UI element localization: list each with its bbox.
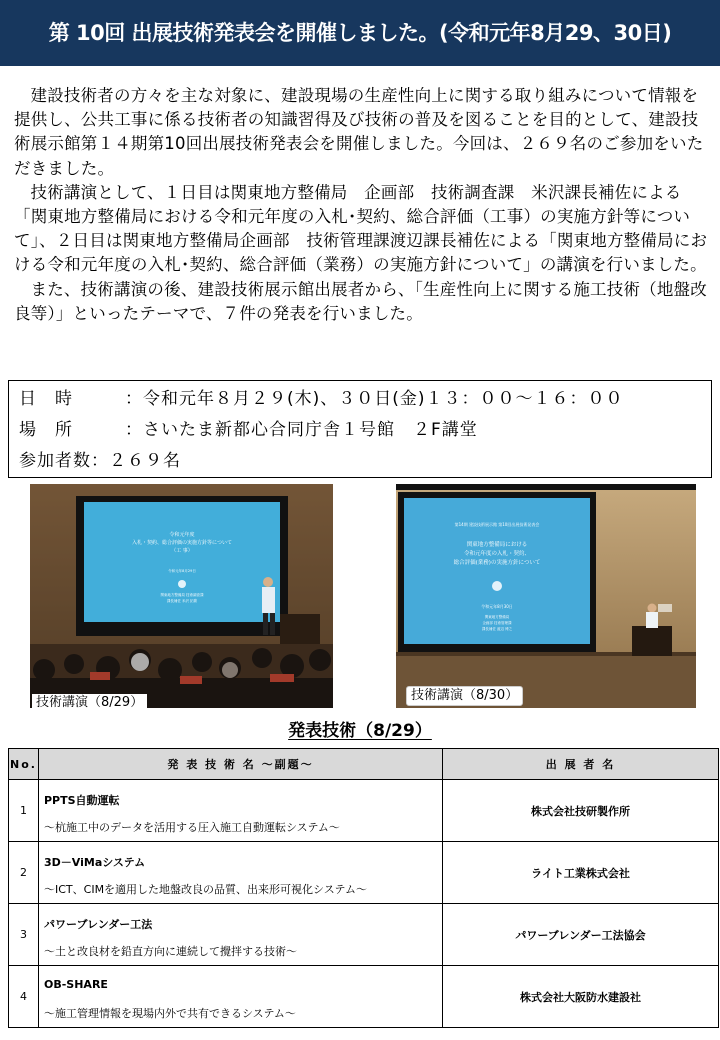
table-row xyxy=(9,842,719,904)
row-no: 2 xyxy=(9,842,39,904)
row-exhibitor: 株式会社技研製作所 xyxy=(443,780,719,842)
lecture-photo-0830-image xyxy=(396,484,696,708)
info-place-label: 場 所 xyxy=(19,420,73,440)
header-tech-name: 発 表 技 術 名 ～副題～ xyxy=(39,749,443,780)
row-tech xyxy=(39,780,443,842)
slide2-line-4: 令和元年8月30日 xyxy=(481,604,513,609)
lectern xyxy=(632,626,672,656)
row-no: 4 xyxy=(9,966,39,1028)
header-no: No. xyxy=(9,749,39,780)
event-info-box xyxy=(8,380,712,478)
slide2-line-5: 関東地方整備局 xyxy=(484,615,510,619)
technology-table xyxy=(8,748,719,1028)
info-place-value: ：さいたま新都心合同庁舎１号館 ２F講堂 xyxy=(125,420,478,440)
lecture-photo-0829 xyxy=(30,484,333,708)
lecture-photo-0830 xyxy=(396,484,696,708)
row-tech-title: パワーブレンダー工法 xyxy=(44,918,153,931)
info-date-value: ：令和元年８月２９(木)、３０日(金)１３：００～１６：００ xyxy=(125,389,624,409)
info-attendees-label: 参加者数 xyxy=(19,451,91,471)
intro-paragraph-2: 技術講演として、１日目は関東地方整備局 企画部 技術調査課 米沢課長補佐による「関東地方整備局における令和元年度の入札･契約、総合評価（工事）の実施方針等について」、２日目は関東地方整備局企画部 技術管理課渡辺課長補佐による「関東地方整備局における令和元年度の入札･契約、総合評価（業務）の実施方針について」の講演を行いました。 xyxy=(14,182,708,275)
table-header-row xyxy=(9,749,719,780)
row-tech xyxy=(39,966,443,1028)
intro-text xyxy=(14,84,710,326)
info-attendees-value: ：２６９名 xyxy=(91,451,181,471)
slide2-line-6: 企画部 技術管理課 xyxy=(482,621,512,625)
row-exhibitor: ライト工業株式会社 xyxy=(443,842,719,904)
slide2-line-2: 令和元年度の入札・契約、 xyxy=(463,551,531,557)
lecture-photo-0829-image xyxy=(30,484,333,708)
section-title xyxy=(0,720,720,742)
row-tech xyxy=(39,842,443,904)
table-row xyxy=(9,780,719,842)
row-tech-title: OB-SHARE xyxy=(44,978,108,991)
section-title-text: 発表技術（8/29） xyxy=(288,721,432,741)
info-date-label: 日 時 xyxy=(19,389,73,409)
slide2-line-7: 課長補佐 渡辺 博之 xyxy=(481,627,513,631)
slide1-line-1: 入札・契約、総合評価の実施方針等について xyxy=(132,540,232,546)
row-exhibitor: パワーブレンダー工法協会 xyxy=(443,904,719,966)
photo-caption-0830: 技術講演（8/30） xyxy=(406,686,523,706)
row-tech-subtitle: ～施工管理情報を現場内外で共有できるシステム～ xyxy=(44,1007,296,1020)
slide1-line-3: 令和元年8月29日 xyxy=(168,569,196,573)
row-no: 1 xyxy=(9,780,39,842)
row-tech-subtitle: ～杭施工中のデータを活用する圧入施工自動運転システム～ xyxy=(44,821,340,834)
slide1-logo xyxy=(178,580,186,588)
slide2-line-0: 第14期 建設技術展示館 第10回出展技術発表会 xyxy=(454,522,540,527)
row-tech-subtitle: ～土と改良材を鉛直方向に連続して攪拌する技術～ xyxy=(44,945,297,958)
table-row xyxy=(9,966,719,1028)
table-row xyxy=(9,904,719,966)
row-exhibitor: 株式会社大阪防水建設社 xyxy=(443,966,719,1028)
header-exhibitor: 出 展 者 名 xyxy=(443,749,719,780)
slide1-line-0: 令和元年度 xyxy=(169,532,195,538)
intro-paragraph-1: 建設技術者の方々を主な対象に、建設現場の生産性向上に関する取り組みについて情報を提供し、公共工事に係る技術者の知識習得及び技術の普及を図ることを目的として、建設技術展示館第１４期第10回出展技術発表会を開催しました。今回は、２６９名のご参加をいただきました。 xyxy=(14,86,704,178)
photo-caption-0829: 技術講演（8/29） xyxy=(32,694,147,712)
slide2-line-1: 関東地方整備局における xyxy=(466,542,528,548)
info-date-row xyxy=(19,384,711,415)
row-tech-title: 3D－ViMaシステム xyxy=(44,856,146,869)
slide2-logo xyxy=(492,581,502,591)
row-tech xyxy=(39,904,443,966)
row-no: 3 xyxy=(9,904,39,966)
slide2-line-3: 総合評価(業務)の実施方針について xyxy=(453,560,541,566)
slide1-line-2: （工 事） xyxy=(171,548,193,554)
info-attendees-row xyxy=(19,446,711,477)
intro-paragraph-3: また、技術講演の後、建設技術展示館出展者から、「生産性向上に関する施工技術（地盤改良等）」といったテーマで、７件の発表を行いました。 xyxy=(14,279,707,323)
info-place-row xyxy=(19,415,711,446)
row-tech-subtitle: ～ICT、CIMを適用した地盤改良の品質、出来形可視化システム～ xyxy=(44,883,367,896)
slide1-line-4: 関東地方整備局 技術調査課 xyxy=(160,593,204,597)
page-title: 第 10回 出展技術発表会を開催しました。(令和元年8月29、30日) xyxy=(0,0,720,66)
row-tech-title: PPTS自動運転 xyxy=(44,794,120,807)
slide1-line-5: 課長補佐 米沢 拓繁 xyxy=(166,599,198,603)
